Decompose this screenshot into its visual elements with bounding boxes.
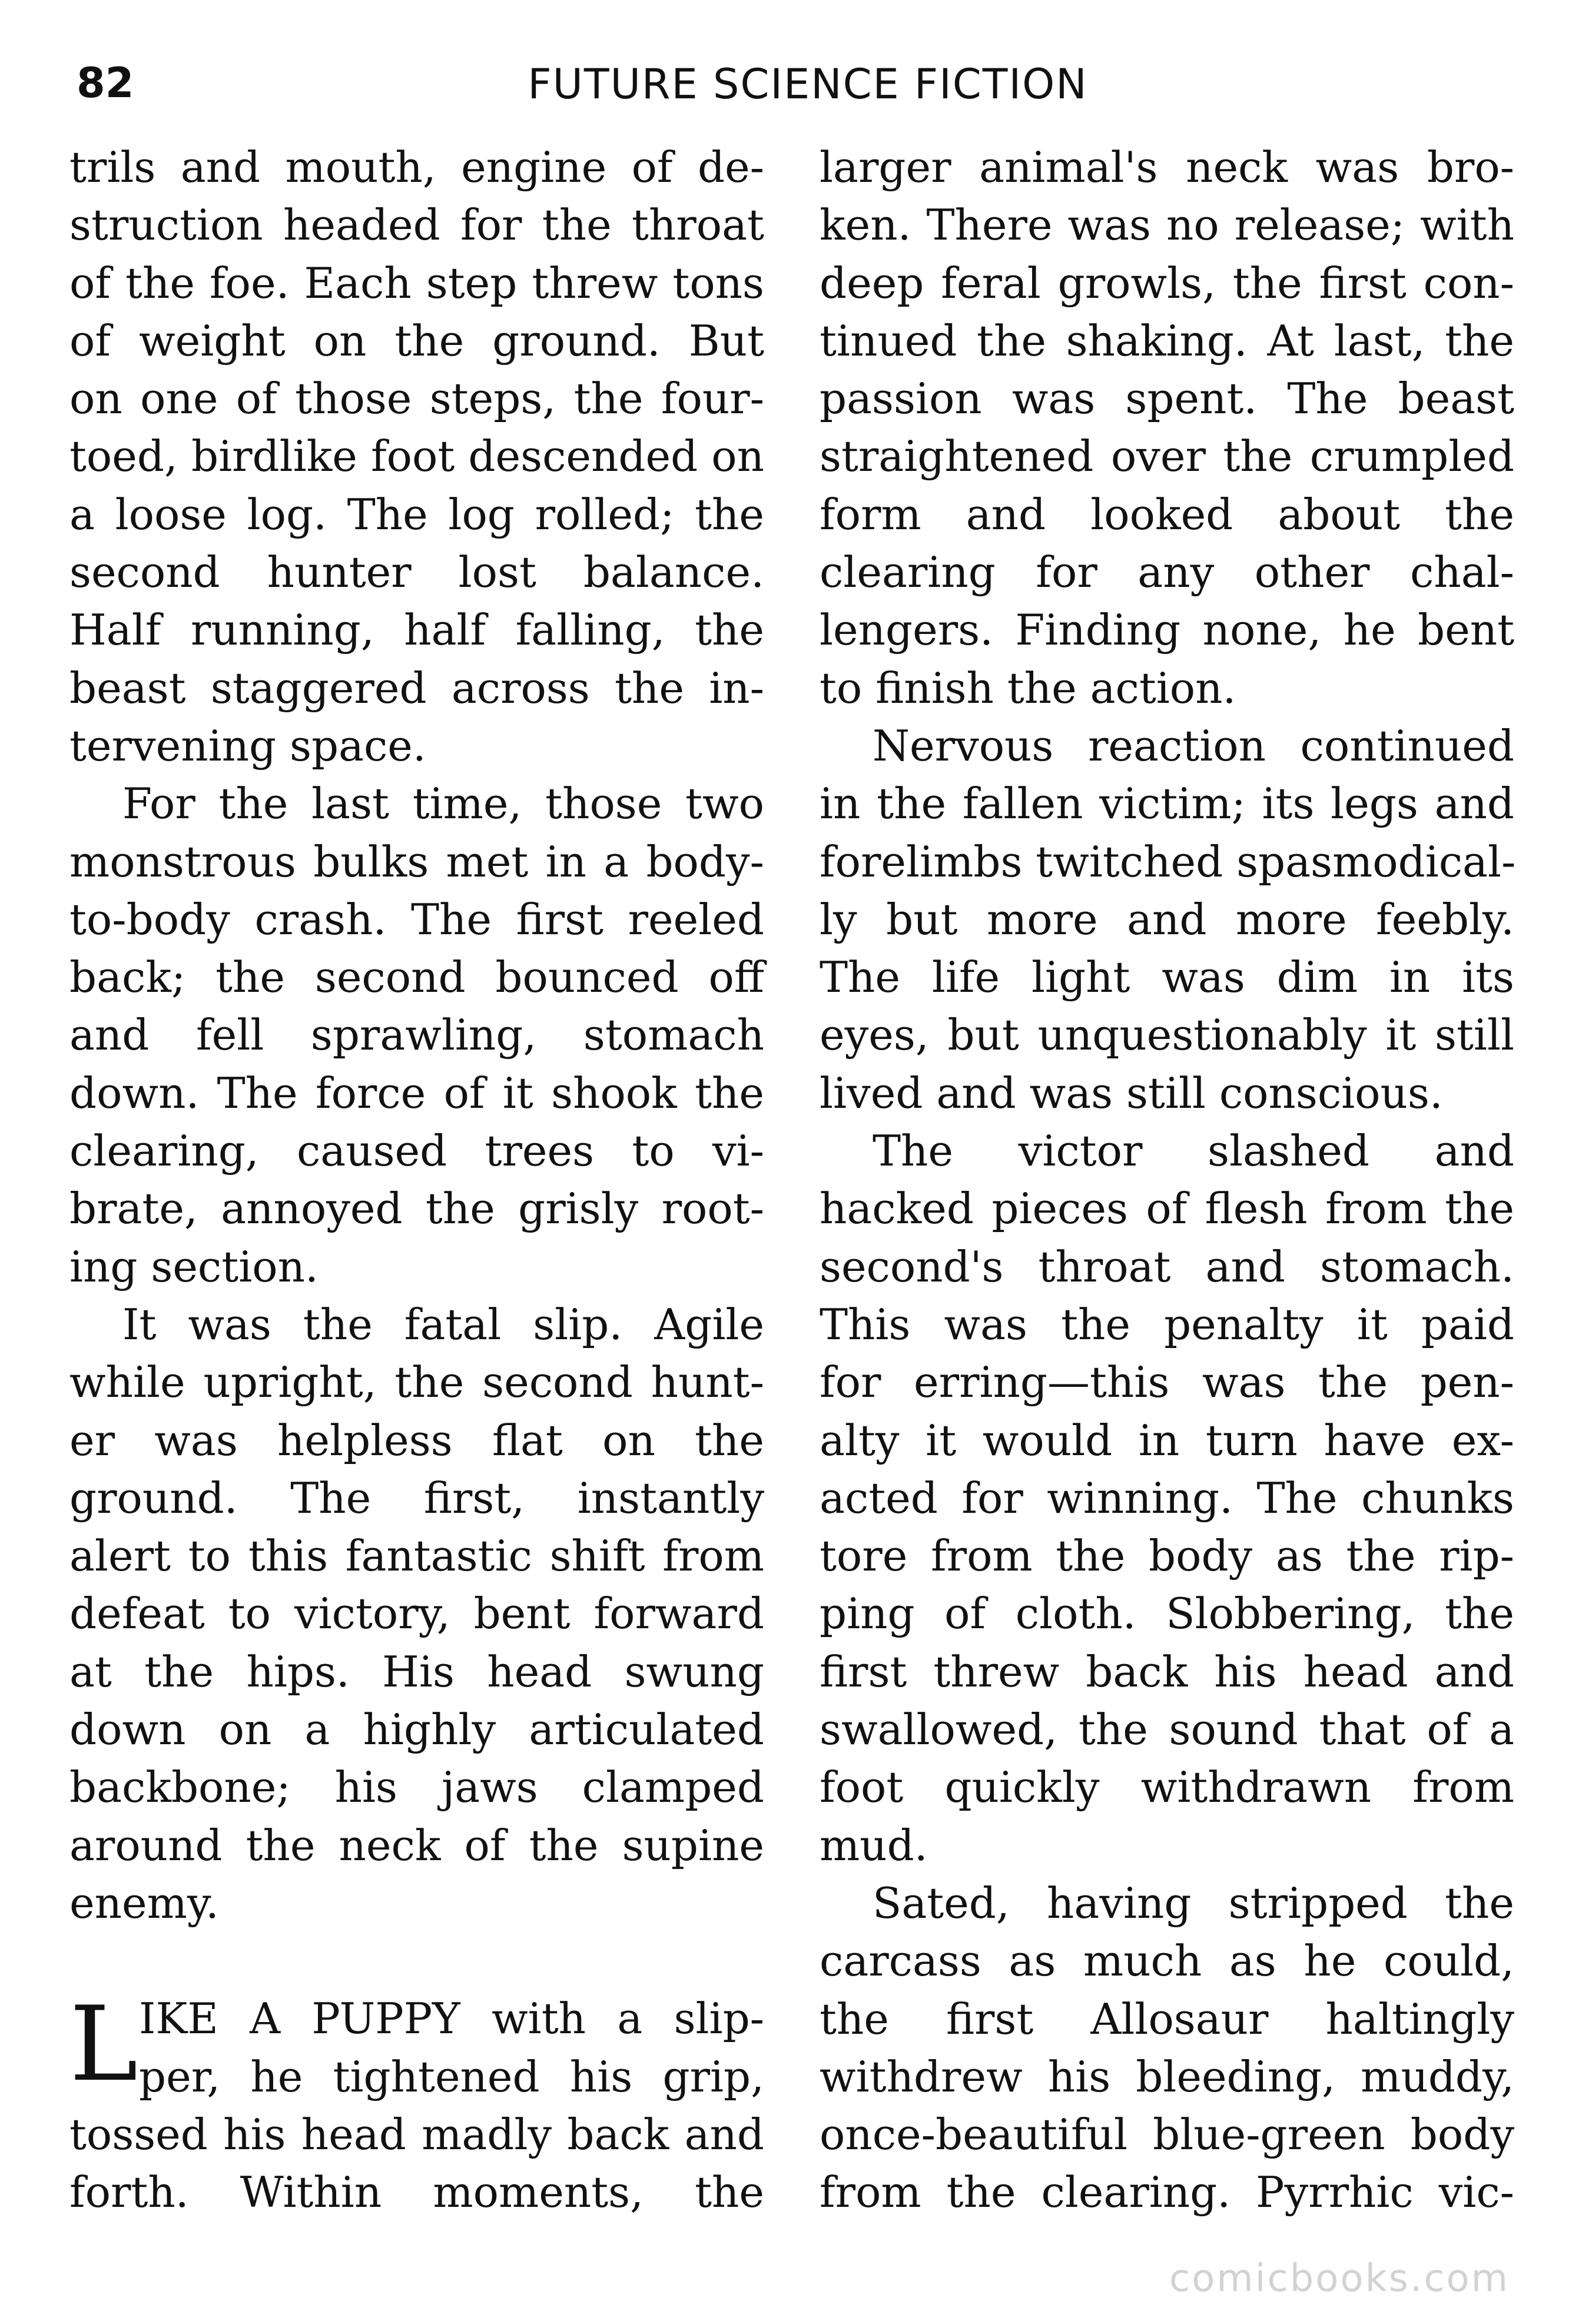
text-line: tossed his head madly back and [69, 2109, 764, 2159]
text-line: beast staggered across the in- [69, 663, 764, 713]
section-break [69, 1932, 764, 1990]
text-line: eyes, but unquestionably it still [820, 1010, 1514, 1060]
text-line: Sated, having stripped the [873, 1878, 1514, 1928]
text-line: back; the second bounced off [69, 952, 764, 1002]
text-line: to-body crash. The first reeled [69, 894, 764, 944]
text-line: backbone; his jaws clamped [69, 1762, 764, 1812]
text-line: Nervous reaction continued [873, 721, 1514, 771]
text-line: ing section. [69, 1241, 319, 1292]
text-line: monstrous bulks met in a body- [69, 836, 764, 887]
text-line: straightened over the crumpled [820, 431, 1514, 482]
text-line: from the clearing. Pyrrhic vic- [820, 2167, 1514, 2217]
text-line: enemy. [69, 1878, 219, 1928]
paragraph [69, 775, 764, 1296]
text-line: to finish the action. [820, 663, 1236, 713]
text-line: ly but more and more feebly. [820, 894, 1514, 944]
text-line: lengers. Finding none, he bent [820, 605, 1514, 655]
text-line: For the last time, those two [122, 779, 764, 829]
text-line: ken. There was no release; with [820, 200, 1514, 250]
text-line: This was the penalty it paid [820, 1299, 1514, 1349]
watermark: comicbooks.com [1169, 2257, 1510, 2300]
text-line: hacked pieces of flesh from the [820, 1184, 1514, 1234]
text-line: ground. The first, instantly [69, 1473, 764, 1523]
text-line: the first Allosaur haltingly [820, 1994, 1514, 2044]
drop-cap: L [69, 1985, 138, 2105]
text-line: carcass as much as he could, [820, 1936, 1514, 1986]
text-line: tervening space. [69, 721, 426, 771]
paragraph [820, 1122, 1514, 1874]
text-line: defeat to victory, bent forward [69, 1589, 764, 1639]
text-line: lived and was still conscious. [820, 1068, 1443, 1118]
page-number: 82 [77, 59, 134, 107]
text-line: acted for winning. The chunks [820, 1473, 1514, 1523]
text-line: per, he tightened his grip, [139, 2051, 764, 2101]
text-line: passion was spent. The beast [820, 374, 1514, 424]
left-column [69, 138, 764, 2221]
text-line: form and looked about the [820, 489, 1514, 539]
text-line: The victor slashed and [873, 1126, 1514, 1176]
text-line: swallowed, the sound that of a [820, 1705, 1514, 1755]
paragraph [69, 138, 764, 775]
text-line: clearing for any other chal- [820, 547, 1514, 597]
text-line: IKE A PUPPY with a slip- [139, 1994, 764, 2044]
text-line: withdrew his bleeding, muddy, [820, 2051, 1514, 2101]
text-line: around the neck of the supine [69, 1820, 764, 1870]
text-line: down. The force of it shook the [69, 1068, 764, 1118]
text-line: mud. [820, 1820, 928, 1870]
text-line: first threw back his head and [820, 1646, 1514, 1696]
text-line: tore from the body as the rip- [820, 1531, 1514, 1581]
text-line: alty it would in turn have ex- [820, 1415, 1514, 1465]
text-line: brate, annoyed the grisly root- [69, 1184, 764, 1234]
text-line: forelimbs twitched spasmodical- [820, 836, 1516, 887]
text-line: at the hips. His head swung [69, 1646, 764, 1696]
text-line: ping of cloth. Slobbering, the [820, 1589, 1514, 1639]
text-line: second's throat and stomach. [820, 1241, 1514, 1292]
section-paragraph [69, 1985, 764, 2221]
paragraph [820, 717, 1514, 1122]
text-line: of the foe. Each step threw tons [69, 258, 764, 308]
text-line: trils and mouth, engine of de- [69, 142, 764, 192]
paragraph [820, 138, 1514, 717]
text-line: It was the fatal slip. Agile [122, 1299, 764, 1349]
text-line: toed, birdlike foot descended on [69, 431, 764, 482]
text-line: down on a highly articulated [69, 1705, 764, 1755]
text-line: second hunter lost balance. [69, 547, 764, 597]
text-line: of weight on the ground. But [69, 316, 764, 366]
text-line: a loose log. The log rolled; the [69, 489, 764, 539]
text-line: er was helpless flat on the [69, 1415, 764, 1465]
text-line: foot quickly withdrawn from [820, 1762, 1514, 1812]
text-line: in the fallen victim; its legs and [820, 779, 1514, 829]
running-head: FUTURE SCIENCE FICTION [528, 60, 1088, 108]
text-line: and fell sprawling, stomach [69, 1010, 764, 1060]
text-line: larger animal's neck was bro- [820, 142, 1514, 192]
text-line: The life light was dim in its [820, 952, 1514, 1002]
text-line: Half running, half falling, the [69, 605, 764, 655]
text-line: on one of those steps, the four- [69, 374, 764, 424]
text-line: for erring—this was the pen- [820, 1357, 1514, 1407]
right-column [820, 138, 1514, 2222]
text-line: clearing, caused trees to vi- [69, 1126, 764, 1176]
paragraph [69, 1296, 764, 1932]
text-line: struction headed for the throat [69, 200, 764, 250]
text-line: alert to this fantastic shift from [69, 1531, 764, 1581]
paragraph [820, 1874, 1514, 2222]
text-line: while upright, the second hunt- [69, 1357, 764, 1407]
text-line: forth. Within moments, the [69, 2167, 764, 2217]
text-line: once-beautiful blue-green body [820, 2110, 1514, 2160]
text-line: tinued the shaking. At last, the [820, 316, 1514, 366]
text-line: deep feral growls, the first con- [820, 258, 1514, 308]
